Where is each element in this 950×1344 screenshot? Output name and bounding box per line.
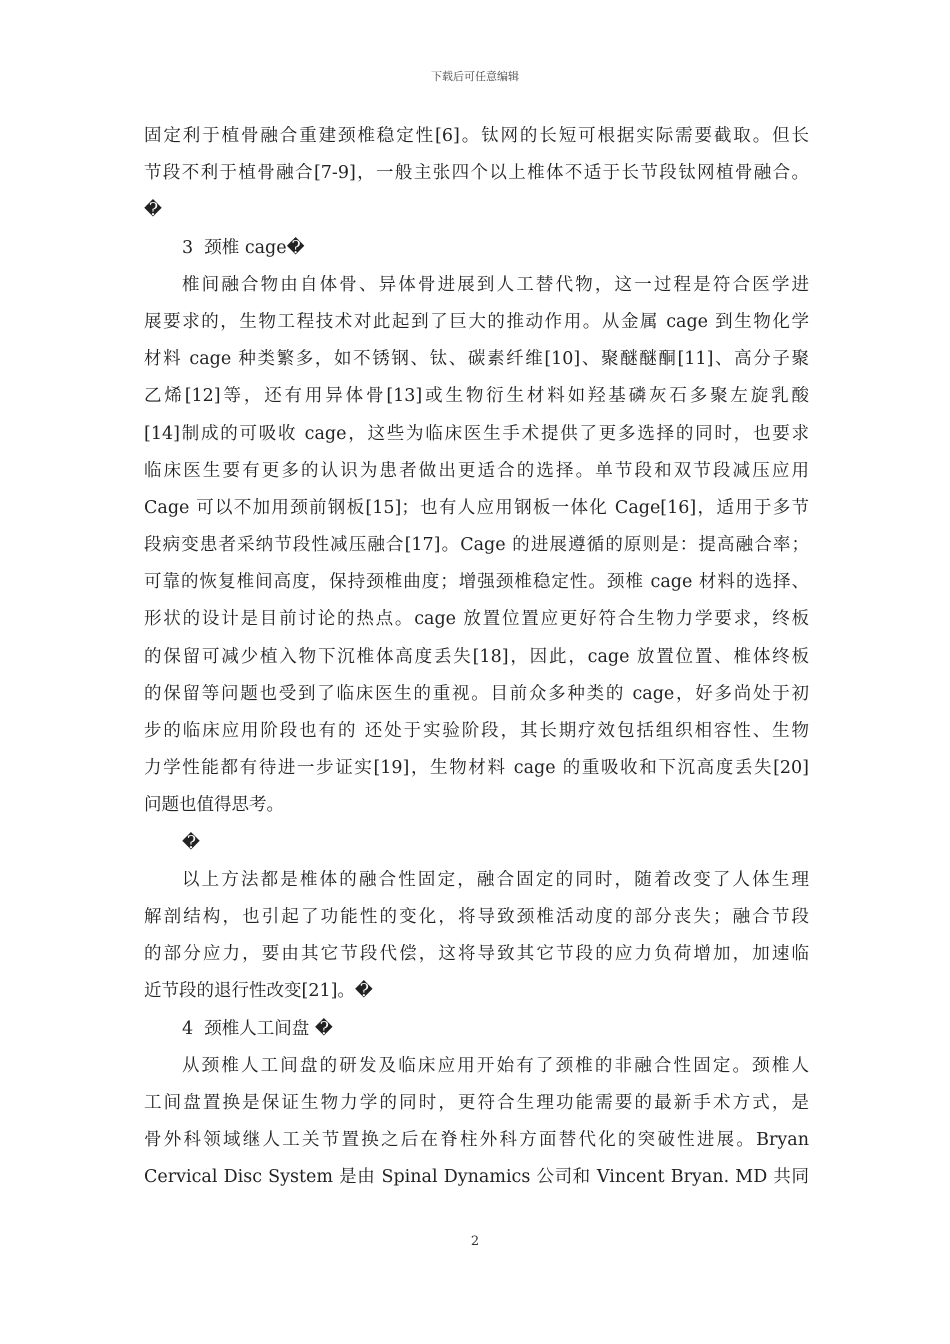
text-line: 椎间融合物由自体骨、异体骨进展到人工替代物，这一过程是符合医学进 (182, 274, 809, 295)
page-header: 下载后可任意编辑 (431, 70, 519, 83)
text-line: 3 颈椎 cage� (182, 237, 305, 258)
text-line: 骨外科领域继人工关节置换之后在脊柱外科方面替代化的突破性进展。Bryan (144, 1130, 809, 1151)
text-line: 形状的设计是目前讨论的热点。cage 放置位置应更好符合生物力学要求，终板 (144, 609, 809, 630)
text-line: 工间盘置换是保证生物力学的同时，更符合生理功能需要的最新手术方式，是 (144, 1092, 809, 1113)
text-line: 以上方法都是椎体的融合性固定，融合固定的同时，随着改变了人体生理 (182, 869, 809, 890)
text-line: 的保留等问题也受到了临床医生的重视。目前众多种类的 cage，好多尚处于初 (144, 683, 809, 704)
text-line: � (182, 832, 200, 853)
text-line: 展要求的，生物工程技术对此起到了巨大的推动作用。从金属 cage 到生物化学 (144, 311, 809, 332)
text-line: Cage 可以不加用颈前钢板[15]；也有人应用钢板一体化 Cage[16]，适用于多节 (144, 497, 809, 518)
text-line: 材料 cage 种类繁多，如不锈钢、钛、碳素纤维[10]、聚醚醚酮[11]、高分子聚 (144, 349, 809, 370)
text-line: 乙烯[12]等，还有用异体骨[13]或生物衍生材料如羟基磷灰石多聚左旋乳酸 (144, 386, 809, 407)
text-line: Cervical Disc System 是由 Spinal Dynamics 公司和 Vincent Bryan. MD 共同 (144, 1167, 809, 1188)
text-line: 的保留可减少植入物下沉椎体高度丢失[18]，因此，cage 放置位置、椎体终板 (144, 646, 809, 667)
text-line: 近节段的退行性改变[21]。� (144, 981, 373, 1002)
text-line: [14]制成的可吸收 cage，这些为临床医生手术提供了更多选择的同时，也要求 (144, 423, 809, 444)
page-number: 2 (470, 1234, 480, 1249)
text-line: 固定利于植骨融合重建颈椎稳定性[6]。钛网的长短可根据实际需要截取。但长 (144, 126, 809, 146)
text-line: 可靠的恢复椎间高度，保持颈椎曲度；增强颈椎稳定性。颈椎 cage 材料的选择、 (144, 572, 809, 593)
text-line: 从颈椎人工间盘的研发及临床应用开始有了颈椎的非融合性固定。颈椎人 (182, 1055, 809, 1076)
text-line: 的部分应力，要由其它节段代偿，这将导致其它节段的应力负荷增加，加速临 (144, 944, 809, 965)
text-line: � (144, 200, 162, 221)
text-line: 力学性能都有待进一步证实[19]，生物材料 cage 的重吸收和下沉高度丢失[20] (144, 758, 809, 779)
body-text (144, 118, 809, 1196)
text-line: 解剖结构，也引起了功能性的变化，将导致颈椎活动度的部分丧失；融合节段 (144, 906, 809, 927)
text-line: 临床医生要有更多的认识为患者做出更适合的选择。单节段和双节段减压应用 (144, 460, 809, 481)
text-line: 步的临床应用阶段也有的 还处于实验阶段，其长期疗效包括组织相容性、生物 (144, 721, 809, 741)
text-line: 节段不利于植骨融合[7-9]，一般主张四个以上椎体不适于长节段钛网植骨融合。 (144, 163, 809, 184)
text-line: 问题也值得思考。 (144, 795, 284, 816)
text-line: 段病变患者采纳节段性减压融合[17]。Cage 的进展遵循的原则是：提高融合率； (144, 535, 809, 556)
text-line: 4 颈椎人工间盘 � (182, 1018, 333, 1039)
